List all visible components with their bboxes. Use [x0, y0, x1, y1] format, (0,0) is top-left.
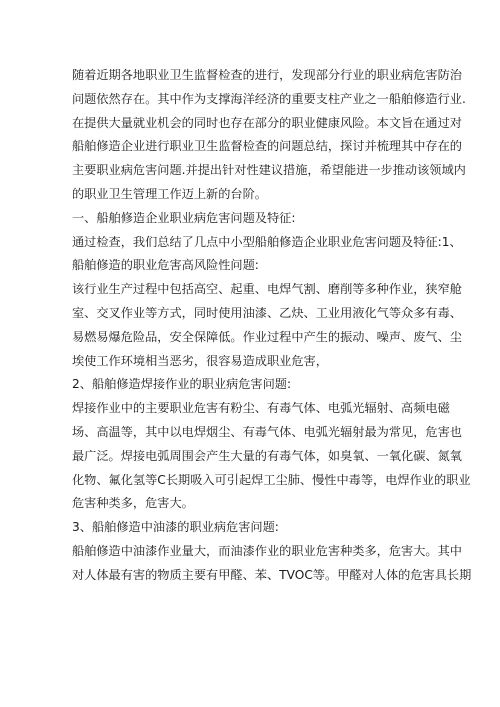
text-line: 在提供大量就业机会的同时也存在部分的职业健康风险。本文旨在通过对 — [72, 115, 462, 130]
text-line: 危害种类多，危害大。 — [72, 496, 194, 511]
text-line: 室、交叉作业等方式，同时使用油漆、乙炔、工业用液化气等众多有毒、 — [72, 305, 462, 320]
section-heading: 船舶修造的职业危害高风险性问题: — [72, 258, 259, 273]
text-line: 场、高温等，其中以电焊烟尘、有毒气体、电弧光辐射最为常见，危害也 — [72, 424, 462, 439]
text-line: 易燃易爆危险品，安全保障低。作业过程中产生的振动、噪声、废气、尘 — [72, 329, 462, 344]
document-body — [72, 64, 472, 588]
section-heading: 2、船舶修造焊接作业的职业病危害问题: — [72, 377, 292, 392]
text-line: 焊接作业中的主要职业危害有粉尘、有毒气体、电弧光辐射、高频电磁 — [72, 401, 450, 416]
text-line: 的职业卫生管理工作迈上新的台阶。 — [72, 186, 267, 201]
text-line: 最广泛。焊接电弧周围会产生大量的有毒气体，如臭氧、一氧化碳、氮氧 — [72, 448, 462, 463]
text-line: 埃使工作环境相当恶劣，很容易造成职业危害， — [72, 353, 328, 368]
section-heading: 3、船舶修造中油漆的职业病危害问题: — [72, 520, 279, 535]
text-line: 船舶修造企业进行职业卫生监督检查的问题总结，探讨并梳理其中存在的 — [72, 139, 462, 154]
text-line: 船舶修造中油漆作业量大，而油漆作业的职业危害种类多，危害大。其中 — [72, 543, 462, 558]
text-line: 随着近期各地职业卫生监督检查的进行，发现部分行业的职业病危害防治 — [72, 68, 462, 82]
text-line: 该行业生产过程中包括高空、起重、电焊气割、磨削等多种作业，狭窄舱 — [72, 282, 462, 297]
text-line: 问题依然存在。其中作为支撑海洋经济的重要支柱产业之一船舶修造行业. — [72, 91, 466, 106]
text-line: 主要职业病危害问题.并提出针对性建议措施，希望能进一步推动该领域内 — [72, 163, 466, 178]
section-heading: 一、船舶修造企业职业病危害问题及特征: — [72, 210, 296, 225]
text-line: 化物、氟化氢等C长期吸入可引起焊工尘肺、慢性中毒等，电焊作业的职业 — [72, 472, 471, 487]
text-line: 对人体最有害的物质主要有甲醛、苯、TVOC等。甲醛对人体的危害具长期 — [72, 567, 472, 582]
text-line: 通过检查，我们总结了几点中小型船舶修造企业职业危害问题及特征:1、 — [72, 234, 462, 249]
